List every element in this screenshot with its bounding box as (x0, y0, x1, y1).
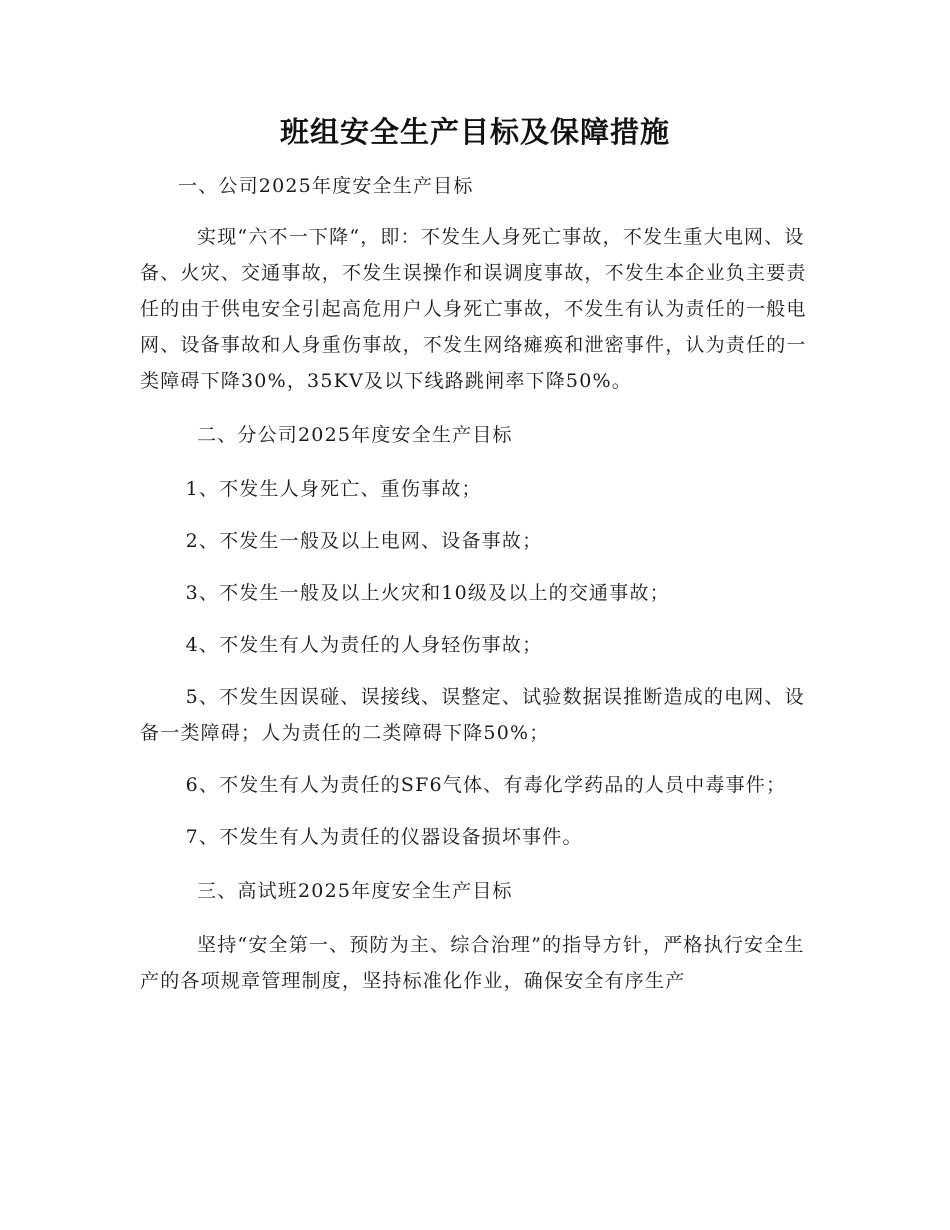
goal-item-2: 2、不发生一般及以上电网、设备事故； (185, 530, 543, 552)
goal-item-6: 6、不发生有人为责任的SF6气体、有毒化学药品的人员中毒事件； (185, 774, 787, 796)
goal-item-7: 7、不发生有人为责任的仪器设备损坏事件。 (185, 826, 583, 848)
section-3-paragraph: 坚持“安全第一、预防为主、综合治理”的指导方针，严格执行安全生产的各项规章管理制度，坚持标准化作业，确保安全有序生产 (140, 934, 805, 992)
section-1-heading: 一、公司2025年度安全生产目标 (178, 175, 474, 197)
goal-item-4: 4、不发生有人为责任的人身轻伤事故； (185, 634, 543, 656)
document-title: 班组安全生产目标及保障措施 (279, 115, 670, 149)
section-2-heading: 二、分公司2025年度安全生产目标 (197, 424, 513, 446)
goal-item-1: 1、不发生人身死亡、重伤事故； (185, 478, 482, 500)
section-3-heading: 三、高试班2025年度安全生产目标 (197, 880, 513, 902)
goal-item-5: 5、不发生因误碰、误接线、误整定、试验数据误推断造成的电网、设备一类障碍；人为责任的二类障碍下降50%； (140, 686, 805, 744)
goal-item-3: 3、不发生一般及以上火灾和10级及以上的交通事故； (185, 582, 670, 604)
section-1-paragraph: 实现“六不一下降“，即：不发生人身死亡事故，不发生重大电网、设备、火灾、交通事故，不发生误操作和误调度事故，不发生本企业负主要责任的由于供电安全引起高危用户人身死亡事故，不发生有认为责任的一般电网、设备事故和人身重伤事故，不发生网络瘫痪和泄密事件，认为责任的一类障碍下降30%，35KV及以下线路跳闸率下降50%。 (140, 226, 807, 392)
document-body (140, 168, 808, 1015)
